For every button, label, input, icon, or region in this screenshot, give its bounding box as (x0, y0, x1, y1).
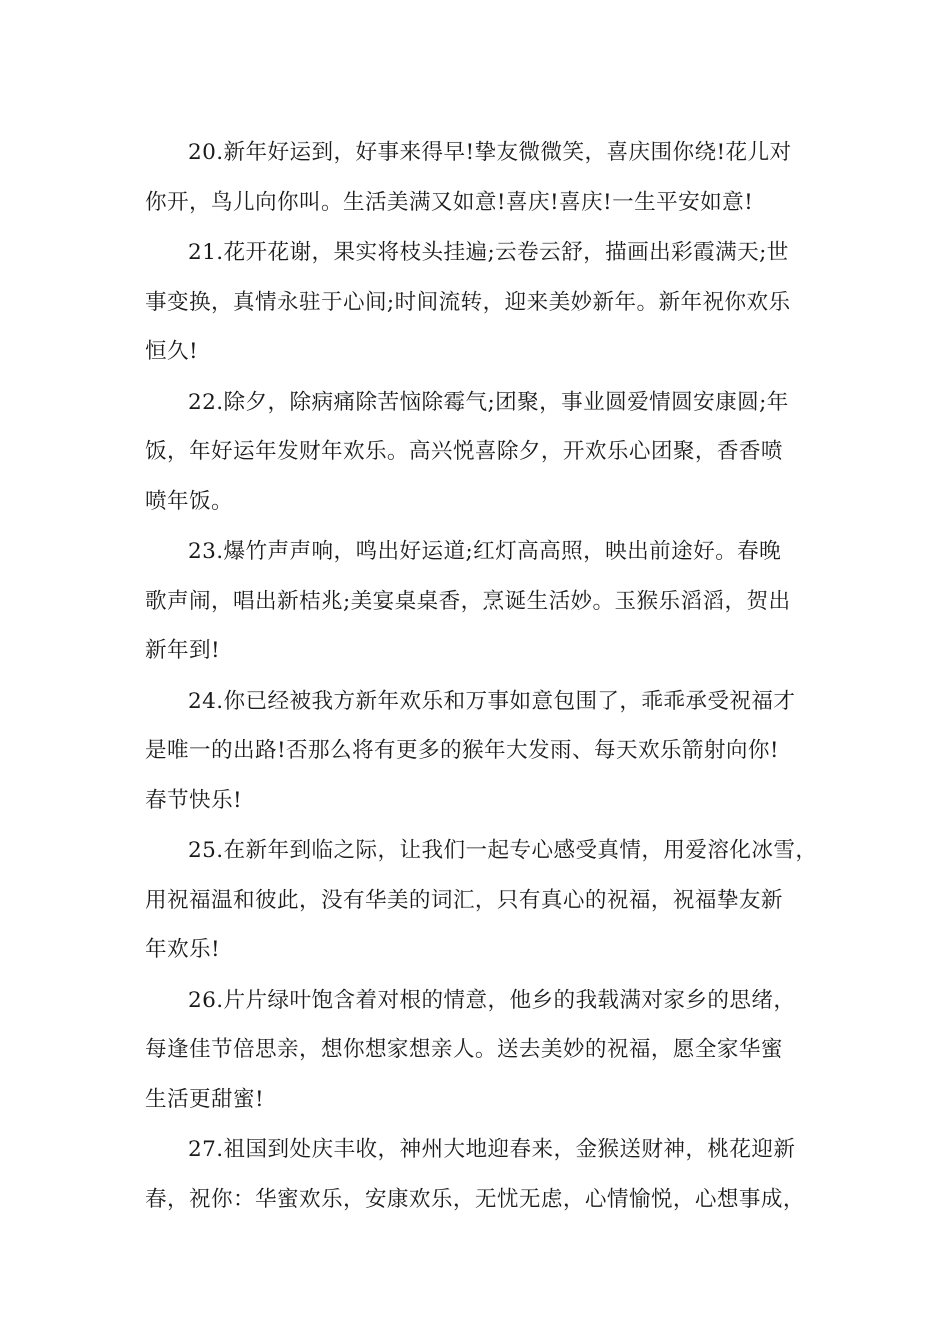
text-line: 春，祝你：华蜜欢乐，安康欢乐，无忧无虑，心情愉悦，心想事成， (145, 1186, 805, 1212)
paragraph-27 (145, 1125, 833, 1224)
text-line: 歌声闹，唱出新桔兆;美宴桌桌香，烹诞生活妙。玉猴乐滔滔，贺出 (145, 588, 791, 614)
paragraph-24 (145, 677, 833, 826)
paragraph-20 (145, 128, 833, 227)
text-line: 恒久! (145, 339, 199, 364)
text-line: 是唯一的出路!否那么将有更多的猴年大发雨、每天欢乐箭射向你! (145, 738, 779, 763)
text-line: 用祝福温和彼此，没有华美的词汇，只有真心的祝福，祝福挚友新 (145, 887, 783, 913)
text-line: 24.你已经被我方新年欢乐和万事如意包围了，乖乖承受祝福才 (188, 688, 796, 714)
text-line: 年欢乐! (145, 937, 221, 962)
text-line: 26.片片绿叶饱含着对根的情意，他乡的我载满对家乡的思绪， (188, 987, 796, 1013)
text-line: 27.祖国到处庆丰收，神州大地迎春来，金猴送财神，桃花迎新 (188, 1137, 796, 1162)
text-line: 饭，年好运年发财年欢乐。高兴悦喜除夕，开欢乐心团聚，香香喷 (145, 439, 783, 464)
text-line: 春节快乐! (145, 787, 243, 813)
text-line: 新年到! (145, 638, 221, 663)
text-line: 23.爆竹声声响，鸣出好运道;红灯高高照，映出前途好。春晚 (188, 539, 782, 564)
text-line: 你开，鸟儿向你叫。生活美满又如意!喜庆!喜庆!一生平安如意! (145, 189, 754, 215)
paragraph-22 (145, 378, 833, 527)
text-line: 生活更甜蜜! (145, 1086, 265, 1112)
text-line: 每逢佳节倍思亲，想你想家想亲人。送去美妙的祝福，愿全家华蜜 (145, 1037, 783, 1062)
text-line: 25.在新年到临之际，让我们一起专心感受真情，用爱溶化冰雪， (188, 838, 818, 863)
paragraph-25 (145, 826, 833, 975)
text-line: 20.新年好运到，好事来得早!挚友微微笑，喜庆围你绕!花儿对 (188, 140, 792, 165)
text-line: 事变换，真情永驻于心间;时间流转，迎来美妙新年。新年祝你欢乐 (145, 289, 791, 315)
text-line: 22.除夕，除病痛除苦恼除霉气;团聚，事业圆爱情圆安康圆;年 (188, 389, 789, 415)
paragraph-23 (145, 527, 833, 676)
text-line: 21.花开花谢，果实将枝头挂遍;云卷云舒，描画出彩霞满天;世 (188, 240, 789, 265)
text-line: 喷年饭。 (145, 488, 233, 514)
paragraph-21 (145, 228, 833, 377)
paragraph-26 (145, 976, 833, 1125)
document-body (145, 128, 833, 1225)
